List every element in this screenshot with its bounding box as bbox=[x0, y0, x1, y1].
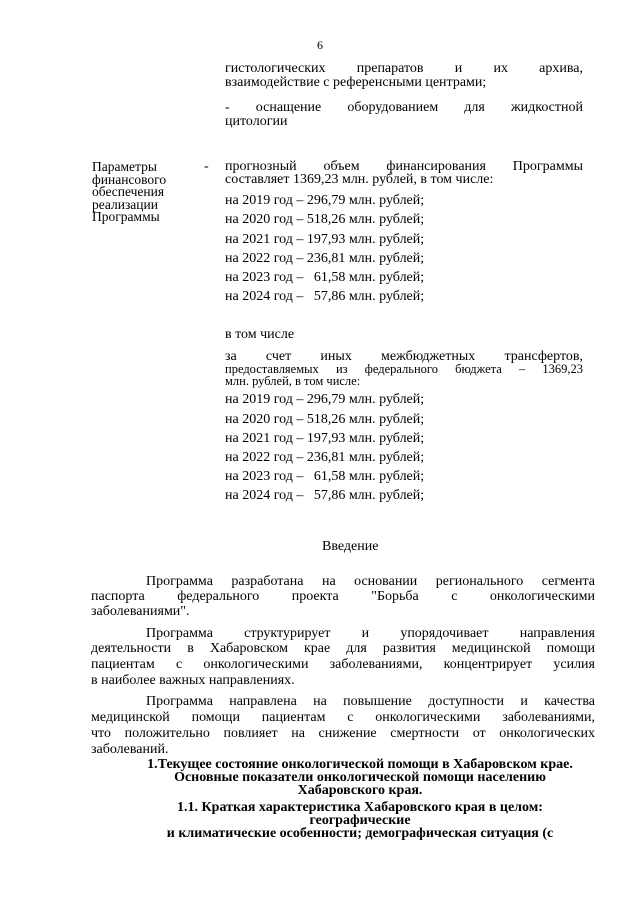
intro-p1-line-2: паспорта федерального проекта "Борьба с онкологическими bbox=[91, 589, 595, 604]
intro-p2-line-1: Программа структурирует и упорядочивает направления bbox=[146, 626, 595, 641]
finance-year-2020: на 2020 год – 518,26 млн. рублей; bbox=[225, 212, 425, 227]
transfer-line-2: предоставляемых из федерального бюджета – 1369,23 bbox=[225, 362, 583, 376]
transfer-year-2022: на 2022 год – 236,81 млн. рублей; bbox=[225, 450, 425, 465]
intro-p1-line-3: заболеваниями". bbox=[91, 604, 190, 619]
intro-p2-line-2: деятельности в Хабаровском крае для развития медицинской помощи bbox=[91, 641, 595, 656]
intro-p2-line-4: в наиболее важных направлениях. bbox=[91, 673, 295, 688]
finance-dash: - bbox=[204, 159, 209, 174]
top-line-2: взаимодействие с референсными центрами; bbox=[225, 75, 487, 90]
section-1-heading-line-3: Хабаровского края. bbox=[297, 783, 423, 798]
page-number: 6 bbox=[317, 38, 323, 52]
top-line-1: гистологических препаратов и их архива, bbox=[225, 61, 583, 76]
intro-p3-line-3: что положительно повлияет на снижение смертности от онкологических bbox=[91, 726, 595, 741]
transfer-year-2021: на 2021 год – 197,93 млн. рублей; bbox=[225, 431, 425, 446]
top-line-4: цитологии bbox=[225, 114, 288, 129]
finance-including: в том числе bbox=[225, 327, 295, 342]
section-1-1-heading-line-2: географические bbox=[309, 813, 411, 828]
finance-intro-1: прогнозный объем финансирования Программы bbox=[225, 159, 583, 174]
finance-year-2022: на 2022 год – 236,81 млн. рублей; bbox=[225, 251, 425, 266]
intro-p3-line-1: Программа направлена на повышение доступности и качества bbox=[146, 694, 595, 709]
transfer-line-3: млн. рублей, в том числе: bbox=[225, 374, 361, 388]
finance-intro-2: составляет 1369,23 млн. рублей, в том числе: bbox=[225, 172, 494, 187]
finance-year-2024: на 2024 год – 57,86 млн. рублей; bbox=[225, 289, 425, 304]
section-1-1-heading-line-1: 1.1. Краткая характеристика Хабаровского края в целом: bbox=[177, 800, 543, 815]
section-1-heading-line-1: 1.Текущее состояние онкологической помощи в Хабаровском крае. bbox=[147, 757, 573, 772]
transfer-year-2024: на 2024 год – 57,86 млн. рублей; bbox=[225, 488, 425, 503]
intro-p3-line-2: медицинской помощи пациентам с онкологическими заболеваниями, bbox=[91, 710, 595, 725]
finance-year-2021: на 2021 год – 197,93 млн. рублей; bbox=[225, 232, 425, 247]
transfer-year-2023: на 2023 год – 61,58 млн. рублей; bbox=[225, 469, 425, 484]
finance-year-2023: на 2023 год – 61,58 млн. рублей; bbox=[225, 270, 425, 285]
intro-p3-line-4: заболеваний. bbox=[91, 742, 169, 757]
intro-p2-line-3: пациентам с онкологическими заболеваниями, концентрирует усилия bbox=[91, 657, 595, 672]
finance-label: Параметры финансового обеспечения реализации Программы bbox=[92, 159, 167, 224]
finance-year-2019: на 2019 год – 296,79 млн. рублей; bbox=[225, 193, 425, 208]
intro-p1-line-1: Программа разработана на основании регионального сегмента bbox=[146, 574, 595, 589]
top-line-3: - оснащение оборудованием для жидкостной bbox=[225, 100, 583, 115]
section-1-heading-line-2: Основные показатели онкологической помощи населению bbox=[174, 770, 546, 785]
transfer-year-2019: на 2019 год – 296,79 млн. рублей; bbox=[225, 392, 425, 407]
section-1-1-heading-line-3: и климатические особенности; демографическая ситуация (с bbox=[166, 826, 554, 841]
transfer-line-1: за счет иных межбюджетных трансфертов, bbox=[225, 349, 583, 364]
transfer-year-2020: на 2020 год – 518,26 млн. рублей; bbox=[225, 412, 425, 427]
intro-title: Введение bbox=[322, 539, 379, 554]
